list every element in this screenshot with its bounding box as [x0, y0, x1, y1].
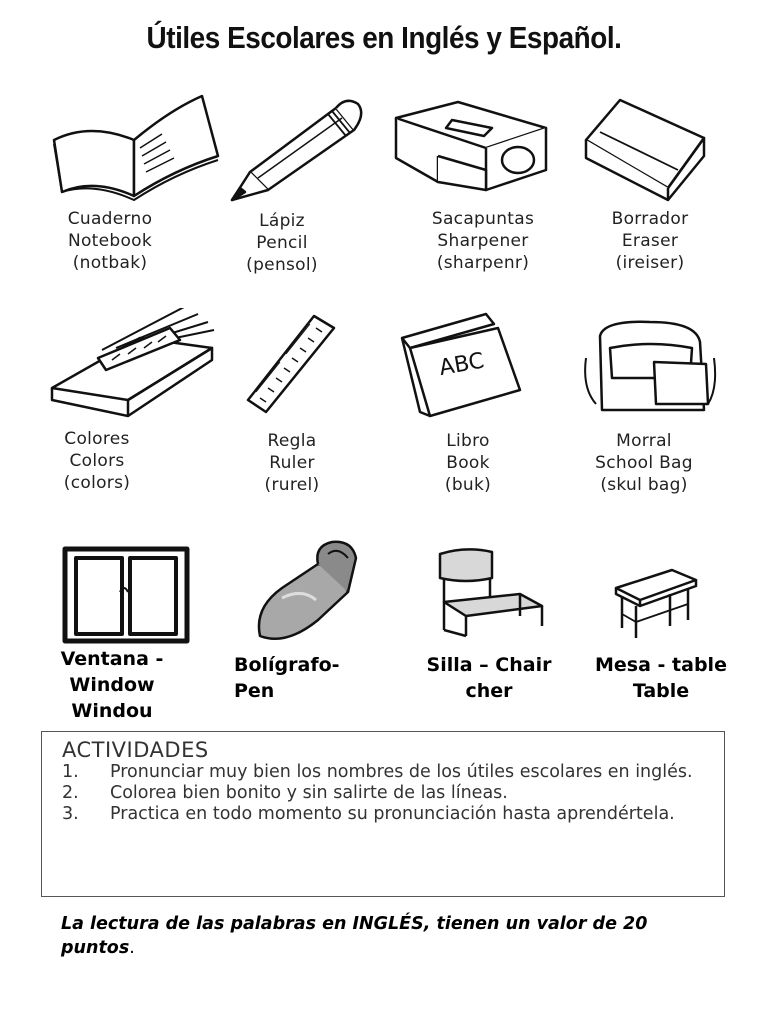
pencil-icon [228, 94, 366, 204]
caption-book: Libro Book (buk) [444, 431, 492, 495]
grading-note [61, 912, 721, 960]
chair-icon [430, 546, 548, 640]
caption-notebook: Cuaderno Notebook (notbak) [67, 209, 153, 273]
activities-title: ACTIVIDADES [62, 738, 209, 762]
table-icon [614, 566, 698, 640]
activity-item: 3. Practica en todo momento su pronunciación hasta aprendértela. [62, 804, 675, 824]
caption-colors: Colores Colors (colors) [63, 429, 131, 493]
crayons-icon [48, 308, 218, 420]
caption-ruler: Regla Ruler (rurel) [264, 431, 320, 495]
activity-item: 1. Pronunciar muy bien los nombres de los útiles escolares en inglés. [62, 762, 693, 782]
grading-note-text: La lectura de las palabras en INGLÉS, tienen un valor de 20 puntos [61, 914, 648, 958]
caption-chair: Silla – Chair cher [426, 654, 552, 702]
caption-pencil: Lápiz Pencil (pensol) [246, 211, 318, 275]
ruler-icon [246, 314, 338, 414]
notebook-icon [50, 92, 222, 204]
window-icon [62, 546, 190, 644]
caption-table: Mesa - table Table [595, 654, 727, 702]
book-icon [398, 310, 526, 420]
caption-sharpener: Sacapuntas Sharpener (sharpenr) [431, 209, 535, 273]
caption-schoolbag: Morral School Bag (skul bag) [595, 431, 693, 495]
caption-eraser: Borrador Eraser (ireiser) [611, 209, 689, 273]
svg-text:ABC: ABC [437, 348, 487, 382]
activities-box [41, 731, 725, 897]
page-title: Útiles Escolares en Inglés y Español. [146, 20, 622, 55]
activity-item: 2. Colorea bien bonito y sin salirte de las líneas. [62, 783, 508, 803]
caption-pen: Bolígrafo- Pen [234, 654, 340, 702]
eraser-icon [580, 96, 710, 202]
sharpener-icon [392, 98, 550, 198]
caption-window: Ventana - Window Windou [60, 648, 164, 722]
pen-icon [252, 538, 362, 650]
grading-note-period: . [129, 938, 135, 958]
schoolbag-icon [580, 318, 718, 414]
